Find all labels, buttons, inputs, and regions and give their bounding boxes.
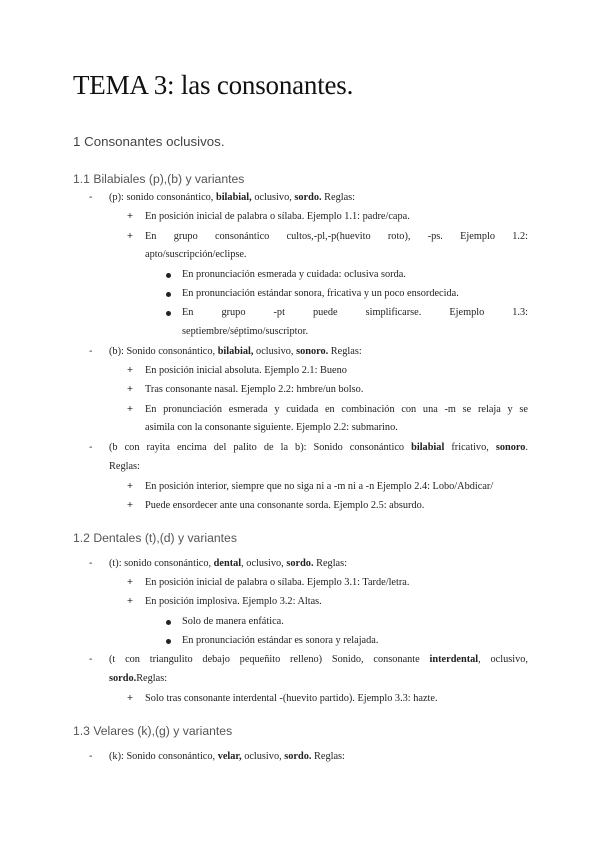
dash-marker: - xyxy=(89,192,93,203)
bullet-dot xyxy=(166,273,171,278)
bullet-dot xyxy=(166,639,171,644)
plus-marker: + xyxy=(127,404,134,415)
dash-marker: - xyxy=(89,442,93,453)
subsection-heading-velares: 1.3 Velares (k),(g) y variantes xyxy=(73,724,233,738)
rule-b-3: En pronunciación esmerada y cuidada en combinación con una -m se relaja y se xyxy=(145,404,528,415)
rule-p-2-cont: apto/suscripción/eclipse. xyxy=(145,249,247,260)
item-k: (k): Sonido consonántico, velar, oclusivo, sordo. Reglas: xyxy=(109,751,345,762)
rule-b-1: En posición inicial absoluta. Ejemplo 2.1: Bueno xyxy=(145,365,347,376)
rule-ti-1: Solo tras consonante interdental -(huevito partido). Ejemplo 3.3: hazte. xyxy=(145,693,438,704)
subrule-t-1: Solo de manera enfática. xyxy=(182,616,284,627)
item-t-interdental: (t con triangulito debajo pequeñito relleno) Sonido, consonante interdental, oclusivo, xyxy=(109,654,528,665)
plus-marker: + xyxy=(127,365,134,376)
item-t-interdental-cont: sordo.Reglas: xyxy=(109,673,168,684)
plus-marker: + xyxy=(127,500,134,511)
bullet-dot xyxy=(166,311,171,316)
bullet-dot xyxy=(166,620,171,625)
rule-b-2: Tras consonante nasal. Ejemplo 2.2: hmbre/un bolso. xyxy=(145,384,364,395)
rule-bf-1: En posición interior, siempre que no siga ni a -m ni a -n Ejemplo 2.4: Lobo/Abdicar/ xyxy=(145,481,494,492)
plus-marker: + xyxy=(127,384,134,395)
subrule-t-2: En pronunciación estándar es sonora y relajada. xyxy=(182,635,379,646)
dash-marker: - xyxy=(89,558,93,569)
item-p: (p): sonido consonántico, bilabial, oclusivo, sordo. Reglas: xyxy=(109,192,356,203)
subrule-p-2: En pronunciación estándar sonora, fricativa y un poco ensordecida. xyxy=(182,288,459,299)
rule-t-2: En posición implosiva. Ejemplo 3.2: Altas. xyxy=(145,596,322,607)
page-title: TEMA 3: las consonantes. xyxy=(73,70,354,100)
plus-marker: + xyxy=(127,211,134,222)
plus-marker: + xyxy=(127,231,134,242)
subsection-heading-dentales: 1.2 Dentales (t),(d) y variantes xyxy=(73,531,237,545)
subrule-p-3-cont: septiembre/séptimo/suscriptor. xyxy=(182,326,309,337)
subrule-p-3: En grupo -pt puede simplificarse. Ejemplo 1.3: xyxy=(182,307,528,318)
dash-marker: - xyxy=(89,346,93,357)
subrule-p-1: En pronunciación esmerada y cuidada: oclusiva sorda. xyxy=(182,269,406,280)
section-heading-1: 1 Consonantes oclusivos. xyxy=(73,134,225,149)
rule-p-1: En posición inicial de palabra o sílaba. Ejemplo 1.1: padre/capa. xyxy=(145,211,410,222)
dash-marker: - xyxy=(89,654,93,665)
item-b-fricativa: (b con rayita encima del palito de la b): Sonido consonántico bilabial fricativo, sonoro. xyxy=(109,442,528,453)
plus-marker: + xyxy=(127,693,134,704)
plus-marker: + xyxy=(127,577,134,588)
item-b-fricativa-cont: Reglas: xyxy=(109,461,140,472)
rule-bf-2: Puede ensordecer ante una consonante sorda. Ejemplo 2.5: absurdo. xyxy=(145,500,425,511)
rule-p-2: En grupo consonántico cultos,-pl,-p(huevito roto), -ps. Ejemplo 1.2: xyxy=(145,231,528,242)
dash-marker: - xyxy=(89,751,93,762)
item-b: (b): Sonido consonántico, bilabial, oclusivo, sonoro. Reglas: xyxy=(109,346,362,357)
bullet-dot xyxy=(166,292,171,297)
rule-b-3-cont: asimila con la consonante siguiente. Ejemplo 2.2: submarino. xyxy=(145,422,398,433)
plus-marker: + xyxy=(127,596,134,607)
subsection-heading-bilabiales: 1.1 Bilabiales (p),(b) y variantes xyxy=(73,172,245,186)
plus-marker: + xyxy=(127,481,134,492)
item-t: (t): sonido consonántico, dental, oclusivo, sordo. Reglas: xyxy=(109,558,347,569)
rule-t-1: En posición inicial de palabra o sílaba. Ejemplo 3.1: Tarde/letra. xyxy=(145,577,410,588)
